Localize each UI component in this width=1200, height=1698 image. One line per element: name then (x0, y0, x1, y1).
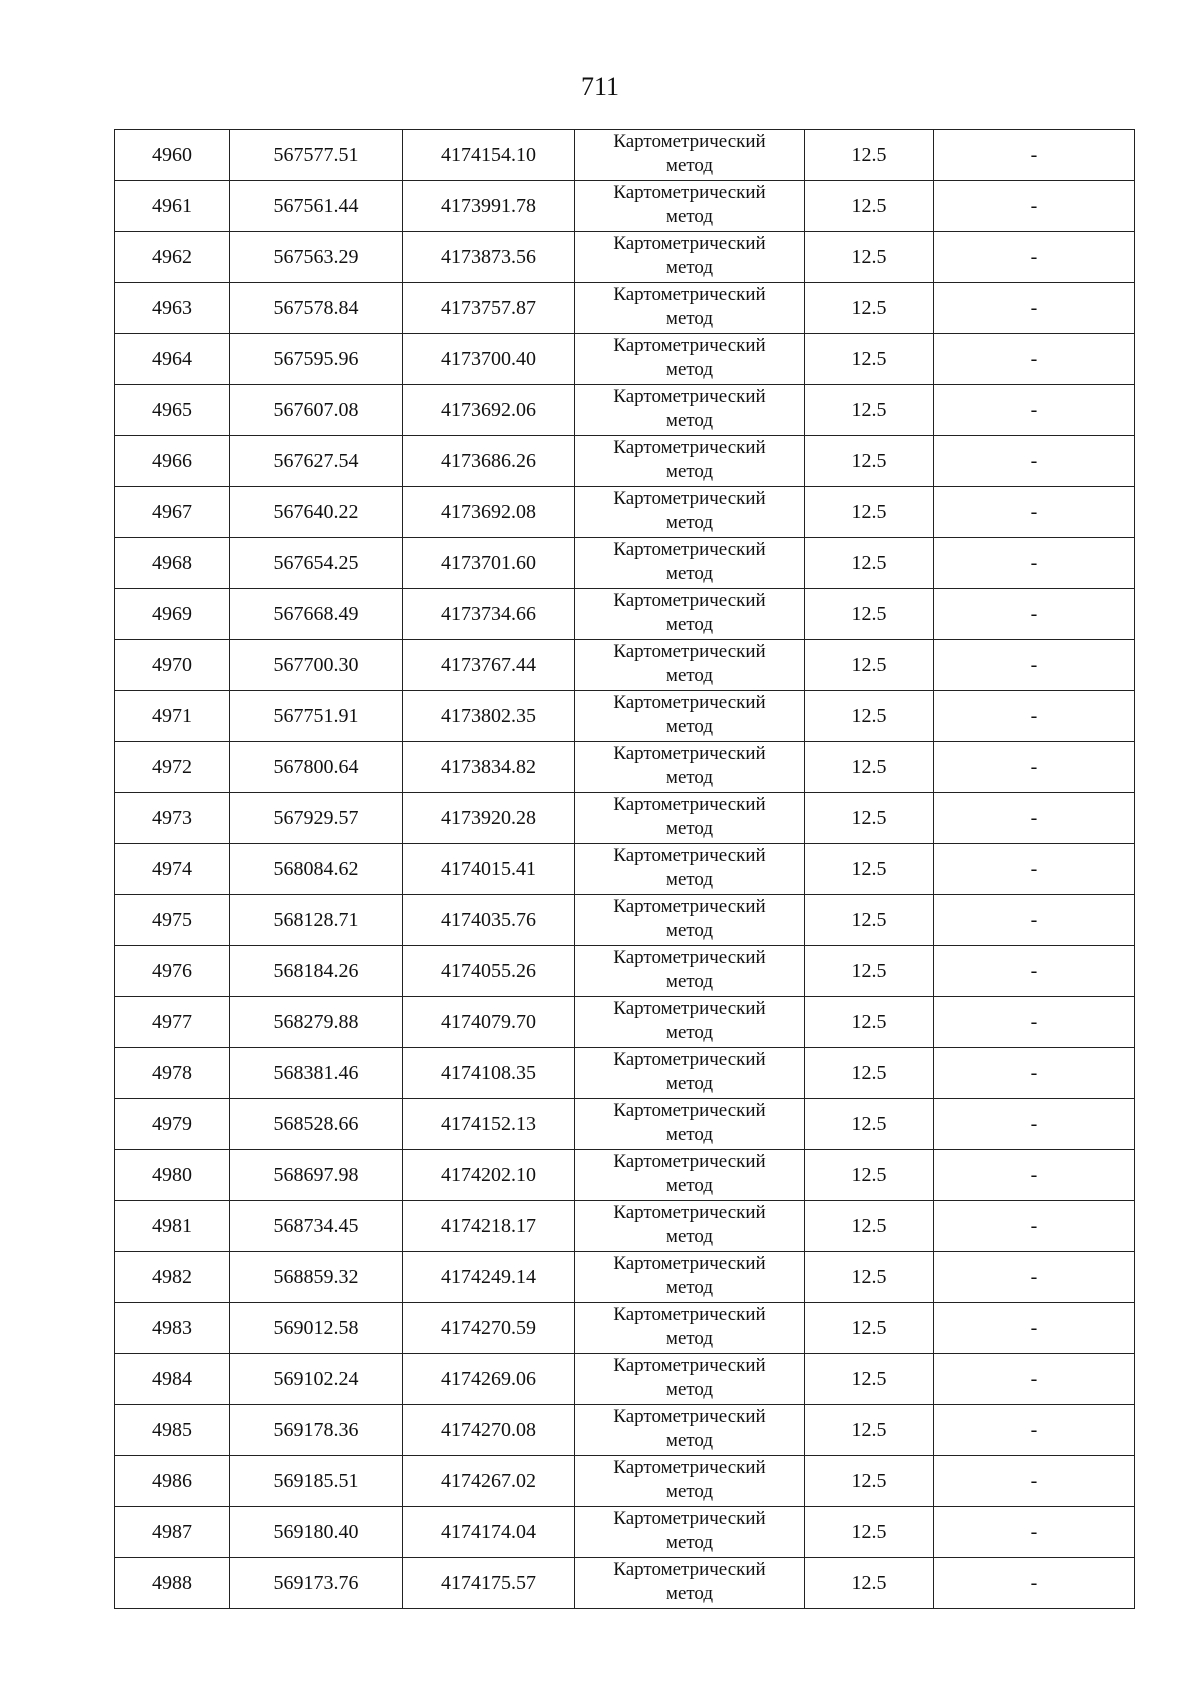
table-row (115, 130, 1135, 181)
point-number-cell: 4982 (115, 1252, 230, 1303)
method-cell (575, 130, 805, 181)
accuracy-cell: 12.5 (805, 1048, 934, 1099)
point-number-cell: 4979 (115, 1099, 230, 1150)
method-line-1: Картометрический (613, 641, 766, 662)
method-cell (575, 640, 805, 691)
method-cell (575, 436, 805, 487)
point-number-cell: 4964 (115, 334, 230, 385)
method-cell (575, 844, 805, 895)
y-coordinate-cell: 4174270.59 (403, 1303, 575, 1354)
y-coordinate-cell: 4173920.28 (403, 793, 575, 844)
method-line-2: метод (665, 869, 714, 890)
note-cell: - (934, 1048, 1135, 1099)
accuracy-cell: 12.5 (805, 1456, 934, 1507)
note-cell: - (934, 1150, 1135, 1201)
accuracy-cell: 12.5 (805, 793, 934, 844)
table-row (115, 793, 1135, 844)
accuracy-cell: 12.5 (805, 181, 934, 232)
point-number-cell: 4985 (115, 1405, 230, 1456)
method-cell (575, 742, 805, 793)
method-line-1: Картометрический (613, 131, 766, 152)
method-line-1: Картометрический (613, 1508, 766, 1529)
table-row (115, 1456, 1135, 1507)
method-line-1: Картометрический (613, 1406, 766, 1427)
point-number-cell: 4977 (115, 997, 230, 1048)
note-cell: - (934, 334, 1135, 385)
method-line-1: Картометрический (613, 1100, 766, 1121)
y-coordinate-cell: 4174270.08 (403, 1405, 575, 1456)
method-line-1: Картометрический (613, 947, 766, 968)
method-line-2: метод (665, 257, 714, 278)
point-number-cell: 4978 (115, 1048, 230, 1099)
method-line-2: метод (665, 359, 714, 380)
accuracy-cell: 12.5 (805, 232, 934, 283)
method-line-2: метод (665, 1073, 714, 1094)
accuracy-cell: 12.5 (805, 946, 934, 997)
note-cell: - (934, 1099, 1135, 1150)
y-coordinate-cell: 4173767.44 (403, 640, 575, 691)
x-coordinate-cell: 569180.40 (230, 1507, 403, 1558)
point-number-cell: 4967 (115, 487, 230, 538)
method-cell (575, 1048, 805, 1099)
x-coordinate-cell: 568528.66 (230, 1099, 403, 1150)
point-number-cell: 4962 (115, 232, 230, 283)
method-cell (575, 1354, 805, 1405)
y-coordinate-cell: 4173692.06 (403, 385, 575, 436)
method-line-2: метод (665, 1226, 714, 1247)
method-cell (575, 1456, 805, 1507)
table-row (115, 1405, 1135, 1456)
x-coordinate-cell: 568697.98 (230, 1150, 403, 1201)
x-coordinate-cell: 568381.46 (230, 1048, 403, 1099)
note-cell: - (934, 1303, 1135, 1354)
method-line-2: метод (665, 308, 714, 329)
method-line-1: Картометрический (613, 743, 766, 764)
note-cell: - (934, 487, 1135, 538)
accuracy-cell: 12.5 (805, 1405, 934, 1456)
table-row (115, 997, 1135, 1048)
table-row (115, 1048, 1135, 1099)
method-cell (575, 385, 805, 436)
method-cell (575, 1507, 805, 1558)
x-coordinate-cell: 568128.71 (230, 895, 403, 946)
point-number-cell: 4976 (115, 946, 230, 997)
y-coordinate-cell: 4174015.41 (403, 844, 575, 895)
y-coordinate-cell: 4174035.76 (403, 895, 575, 946)
point-number-cell: 4973 (115, 793, 230, 844)
method-line-1: Картометрический (613, 1304, 766, 1325)
method-line-1: Картометрический (613, 896, 766, 917)
point-number-cell: 4975 (115, 895, 230, 946)
method-line-2: метод (665, 512, 714, 533)
table-row (115, 1201, 1135, 1252)
y-coordinate-cell: 4174055.26 (403, 946, 575, 997)
table-row (115, 691, 1135, 742)
y-coordinate-cell: 4173802.35 (403, 691, 575, 742)
note-cell: - (934, 997, 1135, 1048)
method-cell (575, 1405, 805, 1456)
x-coordinate-cell: 567595.96 (230, 334, 403, 385)
note-cell: - (934, 1405, 1135, 1456)
x-coordinate-cell: 569178.36 (230, 1405, 403, 1456)
y-coordinate-cell: 4173692.08 (403, 487, 575, 538)
method-line-2: метод (665, 206, 714, 227)
point-number-cell: 4968 (115, 538, 230, 589)
point-number-cell: 4963 (115, 283, 230, 334)
method-line-2: метод (665, 461, 714, 482)
note-cell: - (934, 1507, 1135, 1558)
y-coordinate-cell: 4174202.10 (403, 1150, 575, 1201)
note-cell: - (934, 1201, 1135, 1252)
method-line-2: метод (665, 410, 714, 431)
accuracy-cell: 12.5 (805, 487, 934, 538)
method-line-1: Картометрический (613, 1457, 766, 1478)
x-coordinate-cell: 567700.30 (230, 640, 403, 691)
x-coordinate-cell: 567751.91 (230, 691, 403, 742)
table-row (115, 538, 1135, 589)
x-coordinate-cell: 567563.29 (230, 232, 403, 283)
table-row (115, 1150, 1135, 1201)
method-line-2: метод (665, 818, 714, 839)
method-line-1: Картометрический (613, 998, 766, 1019)
table-row (115, 283, 1135, 334)
x-coordinate-cell: 567627.54 (230, 436, 403, 487)
accuracy-cell: 12.5 (805, 997, 934, 1048)
y-coordinate-cell: 4174079.70 (403, 997, 575, 1048)
x-coordinate-cell: 568184.26 (230, 946, 403, 997)
note-cell: - (934, 589, 1135, 640)
accuracy-cell: 12.5 (805, 589, 934, 640)
note-cell: - (934, 895, 1135, 946)
table-row (115, 1558, 1135, 1609)
note-cell: - (934, 1558, 1135, 1609)
method-line-1: Картометрический (613, 284, 766, 305)
y-coordinate-cell: 4173991.78 (403, 181, 575, 232)
accuracy-cell: 12.5 (805, 1354, 934, 1405)
method-cell (575, 946, 805, 997)
coordinates-table (114, 129, 1135, 1609)
table-row (115, 487, 1135, 538)
y-coordinate-cell: 4174152.13 (403, 1099, 575, 1150)
method-line-2: метод (665, 614, 714, 635)
note-cell: - (934, 793, 1135, 844)
accuracy-cell: 12.5 (805, 283, 934, 334)
x-coordinate-cell: 569185.51 (230, 1456, 403, 1507)
point-number-cell: 4974 (115, 844, 230, 895)
method-line-2: метод (665, 1175, 714, 1196)
accuracy-cell: 12.5 (805, 538, 934, 589)
method-cell (575, 691, 805, 742)
method-line-2: метод (665, 1328, 714, 1349)
method-line-1: Картометрический (613, 590, 766, 611)
note-cell: - (934, 538, 1135, 589)
method-cell (575, 232, 805, 283)
method-cell (575, 589, 805, 640)
y-coordinate-cell: 4174269.06 (403, 1354, 575, 1405)
y-coordinate-cell: 4173873.56 (403, 232, 575, 283)
method-line-2: метод (665, 1430, 714, 1451)
method-line-1: Картометрический (613, 488, 766, 509)
table-row (115, 1354, 1135, 1405)
x-coordinate-cell: 567929.57 (230, 793, 403, 844)
method-cell (575, 895, 805, 946)
point-number-cell: 4961 (115, 181, 230, 232)
note-cell: - (934, 1354, 1135, 1405)
accuracy-cell: 12.5 (805, 844, 934, 895)
coordinates-table-body (115, 130, 1135, 1609)
y-coordinate-cell: 4174174.04 (403, 1507, 575, 1558)
y-coordinate-cell: 4173686.26 (403, 436, 575, 487)
table-row (115, 1099, 1135, 1150)
table-row (115, 589, 1135, 640)
note-cell: - (934, 1252, 1135, 1303)
x-coordinate-cell: 567607.08 (230, 385, 403, 436)
accuracy-cell: 12.5 (805, 691, 934, 742)
method-cell (575, 1099, 805, 1150)
method-line-1: Картометрический (613, 692, 766, 713)
method-cell (575, 283, 805, 334)
note-cell: - (934, 385, 1135, 436)
note-cell: - (934, 742, 1135, 793)
method-line-1: Картометрический (613, 794, 766, 815)
note-cell: - (934, 130, 1135, 181)
accuracy-cell: 12.5 (805, 334, 934, 385)
method-cell (575, 793, 805, 844)
accuracy-cell: 12.5 (805, 1150, 934, 1201)
point-number-cell: 4965 (115, 385, 230, 436)
y-coordinate-cell: 4174175.57 (403, 1558, 575, 1609)
method-cell (575, 997, 805, 1048)
method-cell (575, 334, 805, 385)
table-row (115, 334, 1135, 385)
table-row (115, 232, 1135, 283)
table-row (115, 436, 1135, 487)
accuracy-cell: 12.5 (805, 742, 934, 793)
table-row (115, 640, 1135, 691)
note-cell: - (934, 844, 1135, 895)
accuracy-cell: 12.5 (805, 1507, 934, 1558)
method-cell (575, 1303, 805, 1354)
method-line-1: Картометрический (613, 386, 766, 407)
method-line-1: Картометрический (613, 1202, 766, 1223)
point-number-cell: 4966 (115, 436, 230, 487)
x-coordinate-cell: 567800.64 (230, 742, 403, 793)
y-coordinate-cell: 4174267.02 (403, 1456, 575, 1507)
method-line-1: Картометрический (613, 1253, 766, 1274)
accuracy-cell: 12.5 (805, 1099, 934, 1150)
method-cell (575, 1252, 805, 1303)
method-line-2: метод (665, 971, 714, 992)
point-number-cell: 4960 (115, 130, 230, 181)
note-cell: - (934, 691, 1135, 742)
method-line-2: метод (665, 1022, 714, 1043)
method-line-1: Картометрический (613, 1355, 766, 1376)
point-number-cell: 4983 (115, 1303, 230, 1354)
note-cell: - (934, 283, 1135, 334)
note-cell: - (934, 232, 1135, 283)
table-row (115, 385, 1135, 436)
note-cell: - (934, 946, 1135, 997)
table-row (115, 1303, 1135, 1354)
table-row (115, 895, 1135, 946)
y-coordinate-cell: 4174218.17 (403, 1201, 575, 1252)
accuracy-cell: 12.5 (805, 385, 934, 436)
accuracy-cell: 12.5 (805, 130, 934, 181)
method-cell (575, 1558, 805, 1609)
method-line-2: метод (665, 1277, 714, 1298)
accuracy-cell: 12.5 (805, 436, 934, 487)
method-line-2: метод (665, 1532, 714, 1553)
x-coordinate-cell: 567578.84 (230, 283, 403, 334)
x-coordinate-cell: 568084.62 (230, 844, 403, 895)
accuracy-cell: 12.5 (805, 640, 934, 691)
table-row (115, 1252, 1135, 1303)
method-line-1: Картометрический (613, 1559, 766, 1580)
method-line-1: Картометрический (613, 1049, 766, 1070)
table-row (115, 844, 1135, 895)
note-cell: - (934, 640, 1135, 691)
y-coordinate-cell: 4173757.87 (403, 283, 575, 334)
x-coordinate-cell: 568734.45 (230, 1201, 403, 1252)
x-coordinate-cell: 567654.25 (230, 538, 403, 589)
note-cell: - (934, 181, 1135, 232)
point-number-cell: 4984 (115, 1354, 230, 1405)
y-coordinate-cell: 4173700.40 (403, 334, 575, 385)
method-line-1: Картометрический (613, 437, 766, 458)
method-line-2: метод (665, 665, 714, 686)
point-number-cell: 4970 (115, 640, 230, 691)
method-line-1: Картометрический (613, 182, 766, 203)
method-line-2: метод (665, 1379, 714, 1400)
point-number-cell: 4971 (115, 691, 230, 742)
x-coordinate-cell: 567577.51 (230, 130, 403, 181)
method-line-1: Картометрический (613, 233, 766, 254)
method-line-1: Картометрический (613, 1151, 766, 1172)
point-number-cell: 4972 (115, 742, 230, 793)
point-number-cell: 4981 (115, 1201, 230, 1252)
x-coordinate-cell: 569173.76 (230, 1558, 403, 1609)
accuracy-cell: 12.5 (805, 895, 934, 946)
note-cell: - (934, 1456, 1135, 1507)
method-line-2: метод (665, 767, 714, 788)
table-row (115, 742, 1135, 793)
table-row (115, 1507, 1135, 1558)
method-line-2: метод (665, 1583, 714, 1604)
method-line-2: метод (665, 920, 714, 941)
method-line-1: Картометрический (613, 335, 766, 356)
table-row (115, 946, 1135, 997)
y-coordinate-cell: 4173701.60 (403, 538, 575, 589)
point-number-cell: 4987 (115, 1507, 230, 1558)
method-cell (575, 1201, 805, 1252)
x-coordinate-cell: 567640.22 (230, 487, 403, 538)
x-coordinate-cell: 569102.24 (230, 1354, 403, 1405)
accuracy-cell: 12.5 (805, 1201, 934, 1252)
x-coordinate-cell: 569012.58 (230, 1303, 403, 1354)
y-coordinate-cell: 4174108.35 (403, 1048, 575, 1099)
x-coordinate-cell: 568279.88 (230, 997, 403, 1048)
note-cell: - (934, 436, 1135, 487)
point-number-cell: 4969 (115, 589, 230, 640)
page-number: 711 (580, 72, 620, 101)
y-coordinate-cell: 4173734.66 (403, 589, 575, 640)
accuracy-cell: 12.5 (805, 1303, 934, 1354)
point-number-cell: 4988 (115, 1558, 230, 1609)
y-coordinate-cell: 4174249.14 (403, 1252, 575, 1303)
method-line-2: метод (665, 716, 714, 737)
method-cell (575, 1150, 805, 1201)
y-coordinate-cell: 4173834.82 (403, 742, 575, 793)
method-line-2: метод (665, 563, 714, 584)
y-coordinate-cell: 4174154.10 (403, 130, 575, 181)
method-line-1: Картометрический (613, 845, 766, 866)
point-number-cell: 4980 (115, 1150, 230, 1201)
method-cell (575, 181, 805, 232)
method-cell (575, 538, 805, 589)
accuracy-cell: 12.5 (805, 1558, 934, 1609)
x-coordinate-cell: 567561.44 (230, 181, 403, 232)
point-number-cell: 4986 (115, 1456, 230, 1507)
x-coordinate-cell: 568859.32 (230, 1252, 403, 1303)
x-coordinate-cell: 567668.49 (230, 589, 403, 640)
method-cell (575, 487, 805, 538)
method-line-2: метод (665, 155, 714, 176)
method-line-1: Картометрический (613, 539, 766, 560)
accuracy-cell: 12.5 (805, 1252, 934, 1303)
table-row (115, 181, 1135, 232)
method-line-2: метод (665, 1481, 714, 1502)
method-line-2: метод (665, 1124, 714, 1145)
